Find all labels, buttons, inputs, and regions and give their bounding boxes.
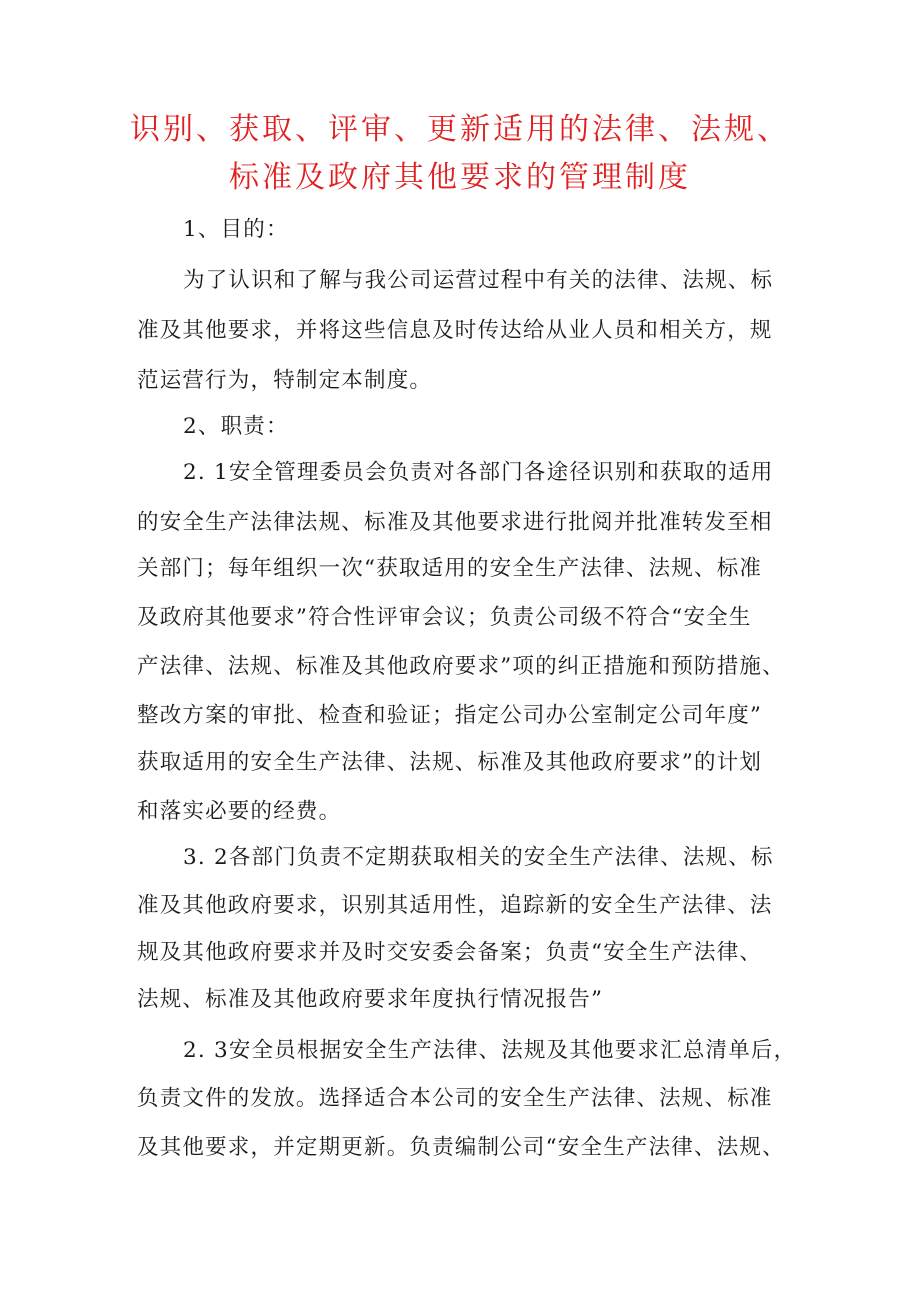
document-title-line-2: 标准及政府其他要求的管理制度 — [229, 160, 691, 195]
paragraph-line: 及政府其他要求”符合性评审会议；负责公司级不符合“安全生 — [137, 605, 752, 630]
paragraph-line: 准及其他政府要求，识别其适用性，追踪新的安全生产法律、法 — [137, 893, 773, 918]
paragraph-line: 负责文件的发放。选择适合本公司的安全生产法律、法规、标准 — [137, 1086, 773, 1111]
paragraph-line: 3. 2各部门负责不定期获取相关的安全生产法律、法规、标 — [183, 845, 774, 870]
paragraph-line: 关部门；每年组织一次“获取适用的安全生产法律、法规、标准 — [137, 556, 763, 581]
paragraph-line: 2. 1安全管理委员会负责对各部门各途径识别和获取的适用 — [183, 460, 774, 485]
paragraph-line: 法规、标准及其他政府要求年度执行情况报告” — [137, 987, 604, 1012]
paragraph-line: 准及其他要求，并将这些信息及时传达给从业人员和相关方，规 — [137, 318, 773, 343]
paragraph-line: 的安全生产法律法规、标准及其他要求进行批阅并批准转发至相 — [137, 510, 773, 535]
paragraph-line: 2. 3安全员根据安全生产法律、法规及其他要求汇总清单后， — [183, 1038, 797, 1063]
paragraph-line: 和落实必要的经费。 — [137, 799, 342, 824]
section-2-heading: 2、职责： — [183, 414, 289, 439]
paragraph-line: 规及其他政府要求并及时交安委会备案；负责“安全生产法律、 — [137, 940, 763, 965]
paragraph-line: 范运营行为，特制定本制度。 — [137, 368, 433, 393]
document-title-line-1: 识别、获取、评审、更新适用的法律、法规、 — [130, 112, 790, 147]
section-1-heading: 1、目的： — [183, 217, 289, 242]
paragraph-line: 及其他要求，并定期更新。负责编制公司“安全生产法律、法规、 — [137, 1135, 785, 1160]
paragraph-line: 为了认识和了解与我公司运营过程中有关的法律、法规、标 — [183, 268, 774, 293]
paragraph-line: 获取适用的安全生产法律、法规、标准及其他政府要求”的计划 — [137, 750, 763, 775]
paragraph-line: 产法律、法规、标准及其他政府要求”项的纠正措施和预防措施、 — [137, 654, 785, 679]
paragraph-line: 整改方案的审批、检查和验证；指定公司办公室制定公司年度” — [137, 703, 763, 728]
